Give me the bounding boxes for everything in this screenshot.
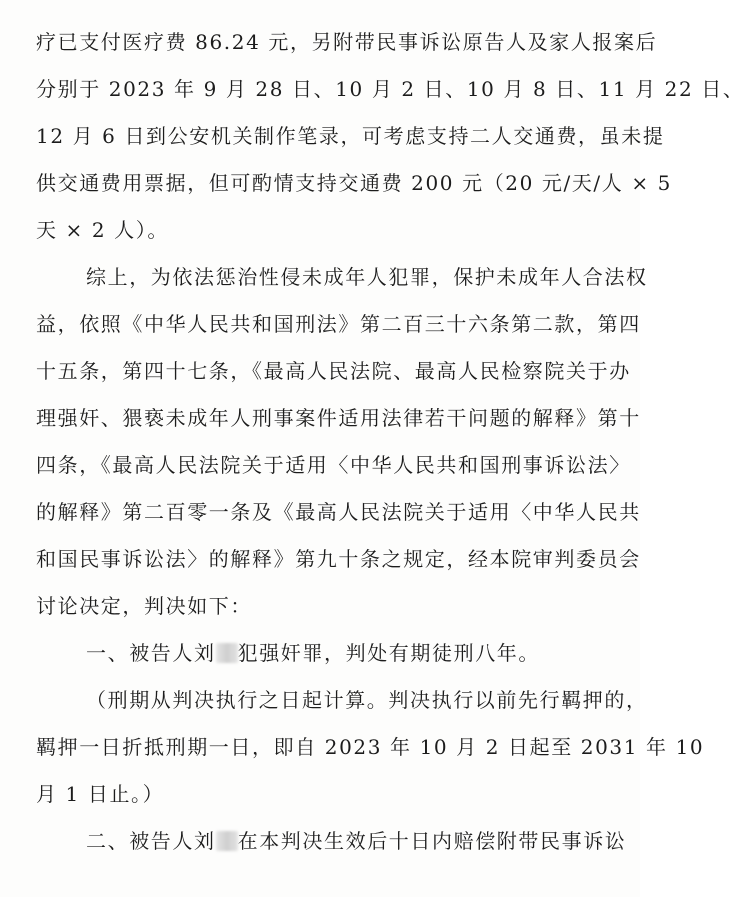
redacted-name (216, 831, 238, 851)
text-line-10: 四条，《最高人民法院关于适用〈中华人民共和国刑事诉讼法〉 (36, 453, 631, 477)
text-line-15: （刑期从判决执行之日起计算。判决执行以前先行羁押的， (86, 688, 648, 712)
text-line-17: 月 1 日止。） (36, 782, 165, 806)
verdict-item-2 (86, 829, 626, 853)
text-line-9: 理强奸、猥亵未成年人刑事案件适用法律若干问题的解释》第十 (36, 406, 641, 430)
verdict-item-2-after: 在本判决生效后十日内赔偿附带民事诉讼 (237, 829, 627, 853)
text-line-13: 讨论决定，判决如下： (36, 594, 252, 618)
text-line-12: 和国民事诉讼法〉的解释》第九十条之规定，经本院审判委员会 (36, 547, 641, 571)
text-line-2: 分别于 2023 年 9 月 28 日、10 月 2 日、10 月 8 日、11 月 22 日、 (36, 77, 744, 101)
verdict-item-1-before: 一、被告人刘 (86, 641, 216, 665)
verdict-item-2-before: 二、被告人刘 (86, 829, 216, 853)
verdict-item-1-after: 犯强奸罪，判处有期徒刑八年。 (237, 641, 541, 665)
text-line-11: 的解释》第二百零一条及《最高人民法院关于适用〈中华人民共 (36, 500, 641, 524)
text-line-3: 12 月 6 日到公安机关制作笔录，可考虑支持二人交通费，虽未提 (36, 124, 665, 148)
text-line-6: 综上，为依法惩治性侵未成年人犯罪，保护未成年人合法权 (86, 265, 648, 289)
text-line-8: 十五条，第四十七条，《最高人民法院、最高人民检察院关于办 (36, 359, 631, 383)
verdict-item-1 (86, 641, 540, 665)
text-line-7: 益，依照《中华人民共和国刑法》第二百三十六条第二款，第四 (36, 312, 641, 336)
text-line-1: 疗已支付医疗费 86.24 元，另附带民事诉讼原告人及家人报案后 (36, 30, 658, 54)
text-line-5: 天 × 2 人）。 (36, 218, 169, 242)
text-line-4: 供交通费用票据，但可酌情支持交通费 200 元（20 元/天/人 × 5 (36, 171, 672, 195)
text-line-16: 羁押一日折抵刑期一日，即自 2023 年 10 月 2 日起至 2031 年 10 (36, 735, 705, 759)
redacted-name (216, 643, 238, 663)
